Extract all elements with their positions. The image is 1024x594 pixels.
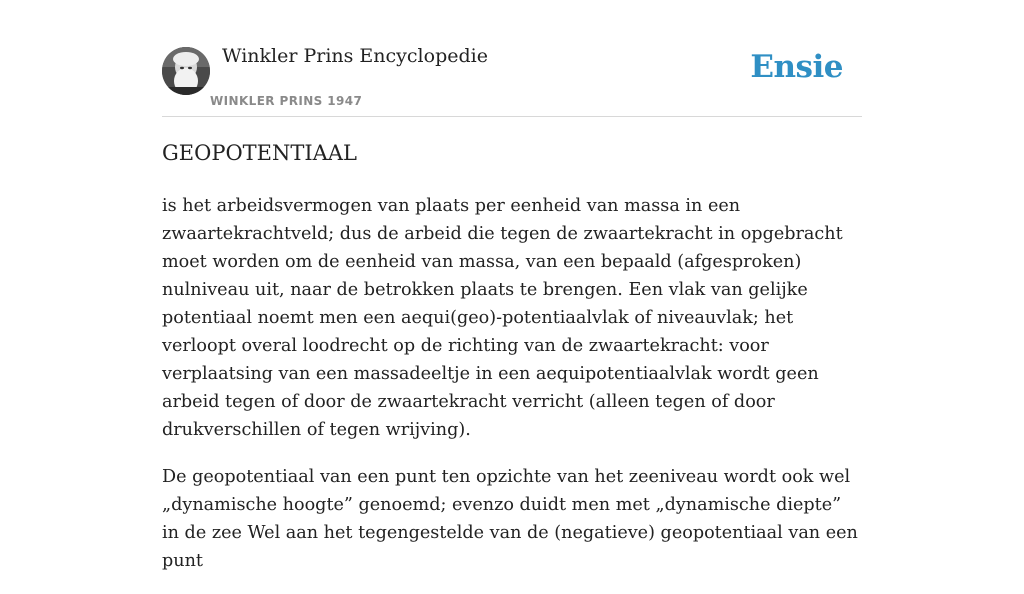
article-body: [162, 192, 862, 594]
page: [162, 0, 862, 571]
source-label: WINKLER PRINS 1947: [210, 94, 363, 108]
portrait-image: [162, 47, 210, 95]
article-paragraph: De geopotentiaal van een punt ten opzichte van het zeeniveau wordt ook wel „dynamische hoogte” genoemd; evenzo duidt men met „dynamische diepte” in de zee Wel aan het tegengestelde van de (negatieve) geopotentiaal van een punt: [162, 467, 858, 571]
article-title: GEOPOTENTIAAL: [162, 141, 357, 165]
ensie-logo[interactable]: Ensie: [750, 49, 843, 85]
site-name[interactable]: Winkler Prins Encyclopedie: [222, 45, 488, 67]
article-paragraph: is het arbeidsvermogen van plaats per eenheid van massa in een zwaartekrachtveld; dus de arbeid die tegen de zwaartekracht in opgebracht moet worden om de eenheid van massa, van een bepaald (afgesproken) nulniveau uit, naar de betrokken plaats te brengen. Een vlak van gelijke potentiaal noemt men een aequi(geo)-potentiaalvlak of niveauvlak; het verloopt overal loodrecht op de richting van de zwaartekracht: voor verplaatsing van een massadeeltje in een aequipotentiaalvlak wordt geen arbeid tegen of door de zwaartekracht verricht (alleen tegen of door drukverschillen of tegen wrijving).: [162, 196, 843, 440]
header: [162, 0, 862, 117]
author-avatar[interactable]: [162, 47, 210, 95]
